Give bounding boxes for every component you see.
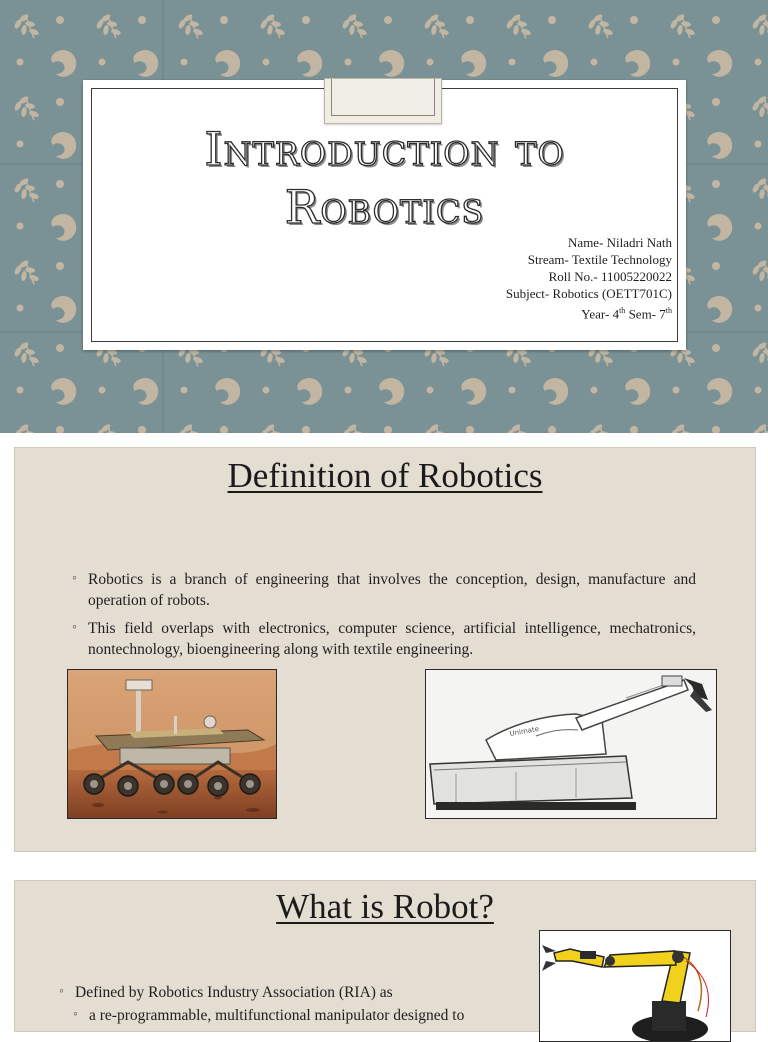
author-subject: Subject- Robotics (OETT701C) xyxy=(505,286,672,301)
author-stream: Stream- Textile Technology xyxy=(527,252,672,267)
what-is-robot-slide xyxy=(14,880,756,1032)
sub-bullet-item: ◦ a re-programmable, multifunctional manipulator designed to xyxy=(59,1005,535,1026)
yellow-robot-arm-photo xyxy=(539,930,731,1042)
year-label: Year- 4 xyxy=(581,306,620,322)
author-name: Name- Niladri Nath xyxy=(568,235,672,250)
mars-rover-illustration xyxy=(68,670,276,818)
robot-bullets xyxy=(59,982,535,1026)
definition-slide xyxy=(14,447,756,852)
author-year-sem xyxy=(506,302,672,322)
definition-bullets xyxy=(72,569,696,667)
title-card xyxy=(83,80,686,350)
robot-slide-title: What is Robot? xyxy=(276,887,494,926)
year-sup: th xyxy=(619,306,626,315)
industrial-robot-arm-photo xyxy=(425,669,717,819)
title-line-1: Introduction to xyxy=(204,122,565,176)
bullet-item: ◦ Robotics is a branch of engineering that involves the conception, design, manufacture and operation of robots. xyxy=(72,569,696,611)
industrial-robot-illustration xyxy=(426,670,716,818)
yellow-robot-illustration xyxy=(540,931,730,1041)
title-line-2: Robotics xyxy=(284,180,485,234)
bullet-item: ◦ This field overlaps with electronics, computer science, artificial intelligence, mechatronics, nontechnology, bioengineering along with textile engineering. xyxy=(72,618,696,660)
sem-label: Sem- 7 xyxy=(625,306,666,322)
author-details xyxy=(506,234,672,322)
title-card-tab xyxy=(324,78,442,124)
definition-title: Definition of Robotics xyxy=(227,456,543,495)
svg-text:Unimate: Unimate xyxy=(508,724,540,738)
author-roll: Roll No.- 11005220022 xyxy=(548,269,672,284)
mars-rover-photo xyxy=(67,669,277,819)
title-slide xyxy=(0,0,768,433)
presentation-title xyxy=(83,120,686,236)
sem-sup: th xyxy=(665,306,672,315)
bullet-item: ◦ Defined by Robotics Industry Association (RIA) as xyxy=(59,982,535,1003)
